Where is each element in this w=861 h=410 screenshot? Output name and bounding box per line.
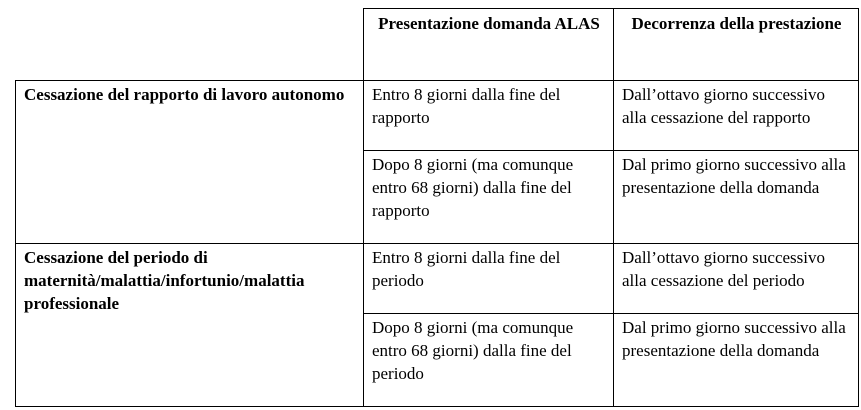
header-presentazione: Presentazione domanda ALAS <box>364 9 614 81</box>
header-row <box>16 9 859 81</box>
table-row <box>16 244 859 314</box>
group-label-periodo: Cessazione del periodo di maternità/malattia/infortunio/malattia professionale <box>16 244 364 407</box>
alas-table <box>15 8 859 407</box>
group-label-rapporto: Cessazione del rapporto di lavoro autonomo <box>16 81 364 244</box>
decorrenza-cell: Dall’ottavo giorno successivo alla cessazione del periodo <box>614 244 859 314</box>
decorrenza-cell: Dal primo giorno successivo alla presentazione della domanda <box>614 151 859 244</box>
table-row <box>16 81 859 151</box>
header-decorrenza: Decorrenza della prestazione <box>614 9 859 81</box>
presentazione-cell: Entro 8 giorni dalla fine del rapporto <box>364 81 614 151</box>
decorrenza-cell: Dal primo giorno successivo alla presentazione della domanda <box>614 314 859 407</box>
presentazione-cell: Dopo 8 giorni (ma comunque entro 68 giorni) dalla fine del rapporto <box>364 151 614 244</box>
presentazione-cell: Entro 8 giorni dalla fine del periodo <box>364 244 614 314</box>
decorrenza-cell: Dall’ottavo giorno successivo alla cessazione del rapporto <box>614 81 859 151</box>
empty-corner-cell <box>16 9 364 81</box>
presentazione-cell: Dopo 8 giorni (ma comunque entro 68 giorni) dalla fine del periodo <box>364 314 614 407</box>
